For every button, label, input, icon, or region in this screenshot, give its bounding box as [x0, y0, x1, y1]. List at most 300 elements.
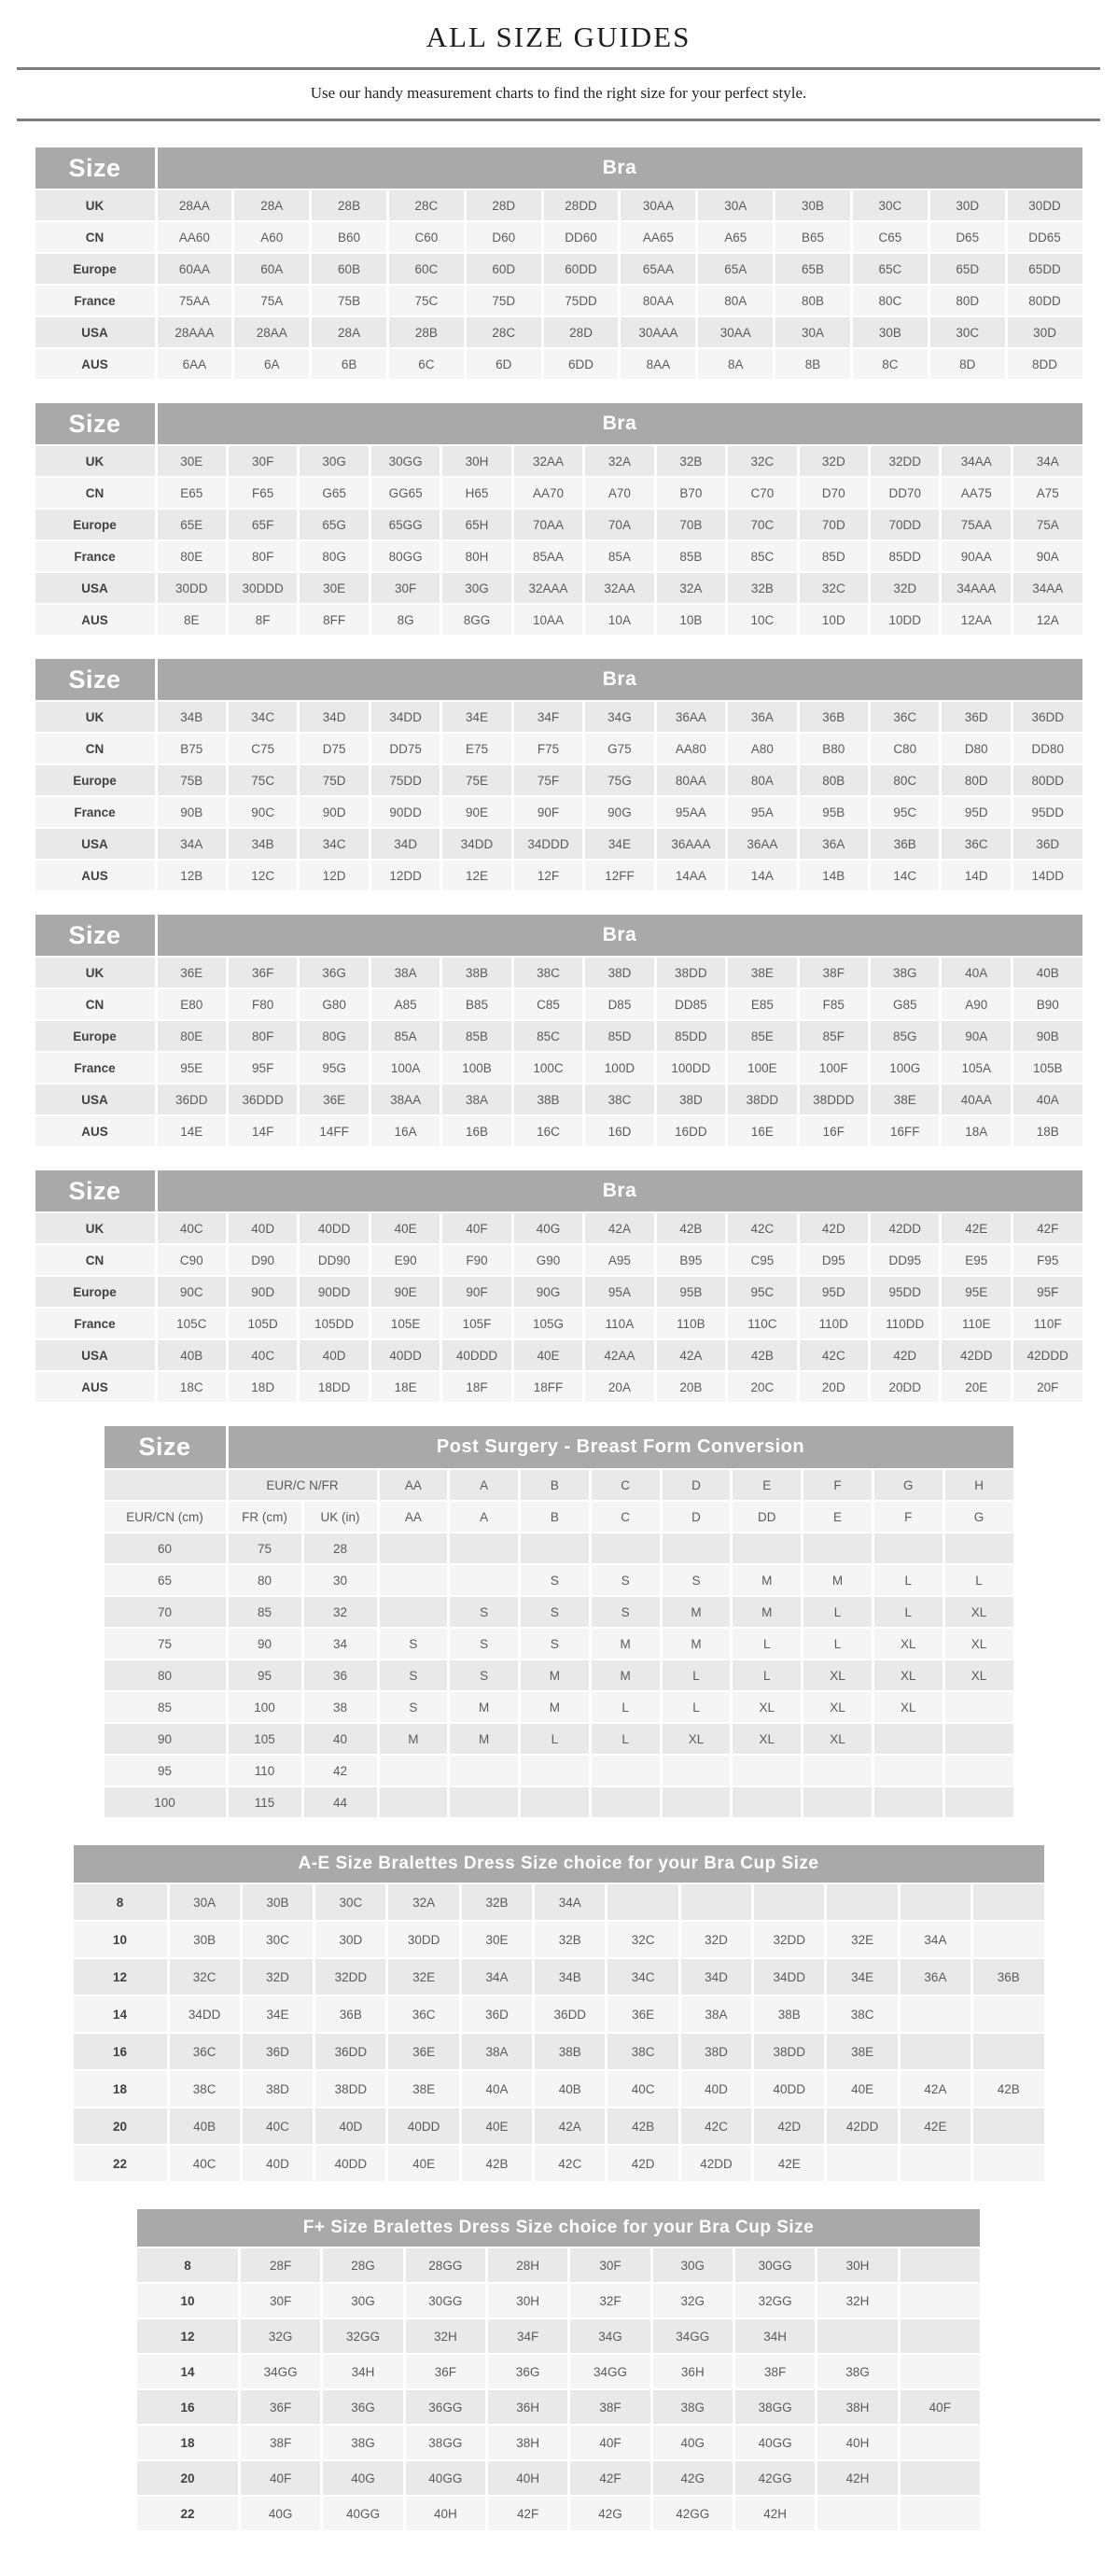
size-cell: 30D	[315, 1922, 385, 1957]
size-cell: 85C	[514, 1021, 582, 1051]
cup-header-cell: F	[803, 1470, 872, 1500]
size-cell: E85	[728, 989, 796, 1019]
size-cell: 80B	[800, 765, 868, 795]
size-cell: 65C	[853, 254, 928, 284]
table-row	[105, 1724, 1013, 1754]
size-cell: 42B	[462, 2146, 532, 2181]
size-cell: DD75	[371, 734, 440, 763]
size-cell: 75B	[312, 286, 386, 315]
size-cell: 70B	[657, 510, 725, 539]
size-cell: 34F	[514, 702, 582, 732]
size-cell: 80DD	[1013, 765, 1082, 795]
size-cell: 30GG	[735, 2248, 815, 2282]
size-cell: 110E	[942, 1309, 1010, 1338]
row-label: France	[35, 541, 155, 571]
size-cell: 90E	[371, 1277, 440, 1307]
size-cell: 38G	[323, 2426, 402, 2459]
size-cell: 32C	[170, 1959, 240, 1995]
size-cell: 95A	[585, 1277, 653, 1307]
dress-size-label: 20	[74, 2108, 167, 2144]
size-cell: 40D	[229, 1213, 297, 1243]
form-size-cell: L	[803, 1629, 872, 1659]
size-cell: 34C	[300, 829, 368, 859]
form-size-cell	[945, 1756, 1013, 1785]
size-cell: 70A	[585, 510, 653, 539]
size-cell: 38E	[728, 958, 796, 987]
size-cell: 60AA	[158, 254, 232, 284]
size-cell: 30D	[930, 190, 1005, 220]
size-cell: 38B	[514, 1085, 582, 1114]
size-cell: 40G	[514, 1213, 582, 1243]
size-cell: 34GG	[241, 2355, 320, 2388]
eur-cn-value: 90	[105, 1724, 226, 1754]
size-cell: 10A	[585, 605, 653, 635]
form-size-cell	[803, 1787, 872, 1817]
size-cell: 40DD	[754, 2071, 824, 2107]
size-cell: 38D	[681, 2034, 751, 2069]
uk-value: 42	[304, 1756, 377, 1785]
size-cell: 42GG	[735, 2461, 815, 2495]
size-cell: 36F	[406, 2355, 485, 2388]
size-cell: 42A	[901, 2071, 970, 2107]
size-cell: 28DD	[544, 190, 619, 220]
size-cell: C70	[728, 478, 796, 508]
size-cell: 34DD	[170, 1996, 240, 2032]
table-row	[35, 829, 1082, 859]
size-cell: 85AA	[514, 541, 582, 571]
size-cell: 75C	[389, 286, 464, 315]
size-cell: 100D	[585, 1053, 653, 1083]
size-cell: 34E	[585, 829, 653, 859]
size-cell: 38DDD	[800, 1085, 868, 1114]
form-size-cell: M	[450, 1724, 518, 1754]
size-cell: 42B	[657, 1213, 725, 1243]
size-cell: 38G	[871, 958, 939, 987]
size-cell: A60	[234, 222, 309, 252]
size-cell: 14D	[942, 861, 1010, 890]
row-label: AUS	[35, 861, 155, 890]
size-cell: 36G	[488, 2355, 567, 2388]
size-cell: 34C	[607, 1959, 677, 1995]
size-cell: 80AA	[657, 765, 725, 795]
size-cell: 8DD	[1008, 349, 1082, 379]
row-label: USA	[35, 573, 155, 603]
size-cell: B75	[158, 734, 226, 763]
size-cell: 38C	[607, 2034, 677, 2069]
size-cell: 32E	[388, 1959, 458, 1995]
form-size-cell: L	[945, 1565, 1013, 1595]
table-row	[137, 2497, 980, 2530]
size-cell: 38A	[371, 958, 440, 987]
size-cell: 36F	[229, 958, 297, 987]
size-cell: 28C	[467, 317, 541, 347]
size-cell: 38C	[827, 1996, 897, 2032]
size-cell: 42GG	[653, 2497, 733, 2530]
size-cell: DD65	[1008, 222, 1082, 252]
fr-value: 80	[229, 1565, 301, 1595]
size-cell: 85B	[657, 541, 725, 571]
size-cell: 38E	[388, 2071, 458, 2107]
size-cell: 100B	[442, 1053, 510, 1083]
size-cell: 40GG	[735, 2426, 815, 2459]
form-size-cell: M	[592, 1629, 660, 1659]
bra-category-header: Bra	[158, 659, 1082, 700]
form-size-cell: S	[380, 1692, 448, 1722]
table-row	[35, 1245, 1082, 1275]
row-label: CN	[35, 222, 155, 252]
dress-size-label: 18	[137, 2426, 238, 2459]
size-cell: 100E	[728, 1053, 796, 1083]
size-cell: 34GG	[653, 2319, 733, 2353]
cup-header-cell: B	[521, 1502, 589, 1532]
size-cell	[973, 1922, 1043, 1957]
size-cell: C85	[514, 989, 582, 1019]
size-cell: 28F	[241, 2248, 320, 2282]
form-size-cell	[663, 1756, 731, 1785]
page-title: ALL SIZE GUIDES	[426, 21, 691, 53]
size-cell: 32C	[728, 446, 796, 476]
post-surgery-title: Post Surgery - Breast Form Conversion	[229, 1426, 1013, 1468]
size-cell: 36G	[323, 2390, 402, 2424]
size-cell: 38D	[243, 2071, 313, 2107]
dress-size-label: 16	[74, 2034, 167, 2069]
size-cell: 42B	[728, 1340, 796, 1370]
size-cell: E95	[942, 1245, 1010, 1275]
form-size-cell	[874, 1724, 942, 1754]
size-cell: 30F	[229, 446, 297, 476]
size-cell: 60B	[312, 254, 386, 284]
size-cell: 34B	[535, 1959, 605, 1995]
row-label: France	[35, 1309, 155, 1338]
form-size-cell: L	[663, 1660, 731, 1690]
size-cell: E80	[158, 989, 226, 1019]
size-cell: 30GG	[406, 2284, 485, 2317]
size-cell: 10B	[657, 605, 725, 635]
size-cell: 85DD	[657, 1021, 725, 1051]
form-size-cell	[380, 1565, 448, 1595]
size-cell: 36D	[1013, 829, 1082, 859]
size-cell: A70	[585, 478, 653, 508]
size-cell: 18B	[1013, 1116, 1082, 1146]
size-cell: DD80	[1013, 734, 1082, 763]
eur-cn-value: 65	[105, 1565, 226, 1595]
size-cell: 14AA	[657, 861, 725, 890]
row-label: France	[35, 797, 155, 827]
size-cell: 60D	[467, 254, 541, 284]
form-size-cell: M	[733, 1565, 801, 1595]
size-cell: 42AA	[585, 1340, 653, 1370]
form-size-cell: L	[733, 1660, 801, 1690]
size-cell: 42DD	[942, 1340, 1010, 1370]
size-cell: 32D	[243, 1959, 313, 1995]
size-cell: 42E	[754, 2146, 824, 2181]
size-cell: 32AAA	[514, 573, 582, 603]
size-cell: 40F	[442, 1213, 510, 1243]
size-cell: 34A	[1013, 446, 1082, 476]
size-cell: D70	[800, 478, 868, 508]
bra-category-header: Bra	[158, 147, 1082, 189]
form-size-cell	[803, 1533, 872, 1563]
size-cell: 8E	[158, 605, 226, 635]
size-cell: 32GG	[323, 2319, 402, 2353]
form-size-cell	[945, 1787, 1013, 1817]
size-cell: 95F	[1013, 1277, 1082, 1307]
size-cell: 30F	[241, 2284, 320, 2317]
size-cell: 30D	[1008, 317, 1082, 347]
size-cell: 85D	[800, 541, 868, 571]
size-cell: E90	[371, 1245, 440, 1275]
form-size-cell: S	[521, 1565, 589, 1595]
size-cell: 36E	[300, 1085, 368, 1114]
size-cell: D60	[467, 222, 541, 252]
table-row	[105, 1565, 1013, 1595]
size-cell: 105G	[514, 1309, 582, 1338]
size-cell: 12FF	[585, 861, 653, 890]
bra-size-table-2	[33, 401, 1085, 637]
size-cell: 40C	[607, 2071, 677, 2107]
cup-header-cell: D	[663, 1502, 731, 1532]
size-cell: 6A	[234, 349, 309, 379]
fr-value: 110	[229, 1756, 301, 1785]
size-cell: 30GG	[371, 446, 440, 476]
size-cell: 38B	[535, 2034, 605, 2069]
size-cell: 95E	[942, 1277, 1010, 1307]
form-size-cell: M	[663, 1597, 731, 1627]
size-cell: 95G	[300, 1053, 368, 1083]
size-cell: 42A	[535, 2108, 605, 2144]
size-cell: 32AA	[585, 573, 653, 603]
size-cell: 20D	[800, 1372, 868, 1402]
size-cell: 36B	[315, 1996, 385, 2032]
size-cell: 80GG	[371, 541, 440, 571]
size-cell: 75AA	[158, 286, 232, 315]
size-cell: 6D	[467, 349, 541, 379]
size-cell: 36C	[388, 1996, 458, 2032]
size-cell	[607, 1884, 677, 1920]
table-header-row	[137, 2209, 980, 2247]
form-size-cell: S	[450, 1660, 518, 1690]
size-cell: 42B	[607, 2108, 677, 2144]
form-size-cell	[803, 1756, 872, 1785]
eur-cn-value: 100	[105, 1787, 226, 1817]
size-cell: 75B	[158, 765, 226, 795]
form-size-cell: XL	[803, 1724, 872, 1754]
size-cell: 40D	[243, 2146, 313, 2181]
size-cell: 28D	[544, 317, 619, 347]
size-cell: 42DD	[681, 2146, 751, 2181]
uk-value: 32	[304, 1597, 377, 1627]
size-cell: 8A	[698, 349, 773, 379]
size-cell: 30DD	[388, 1922, 458, 1957]
size-cell: 40H	[817, 2426, 897, 2459]
size-cell: 36B	[800, 702, 868, 732]
size-cell: 28G	[323, 2248, 402, 2282]
size-cell: 16F	[800, 1116, 868, 1146]
size-cell: 95B	[800, 797, 868, 827]
size-cell: 38A	[442, 1085, 510, 1114]
size-cell: 30A	[170, 1884, 240, 1920]
table-row	[35, 734, 1082, 763]
fr-value: 95	[229, 1660, 301, 1690]
size-cell: 38DD	[728, 1085, 796, 1114]
size-cell: DD85	[657, 989, 725, 1019]
form-size-cell: XL	[663, 1724, 731, 1754]
size-cell: 14C	[871, 861, 939, 890]
size-cell: 16C	[514, 1116, 582, 1146]
size-cell: DD70	[871, 478, 939, 508]
size-cell	[681, 1884, 751, 1920]
table-row	[35, 605, 1082, 635]
size-cell: 30H	[817, 2248, 897, 2282]
size-cell: 6C	[389, 349, 464, 379]
bra-category-header: Bra	[158, 1170, 1082, 1211]
size-cell: 90C	[158, 1277, 226, 1307]
size-cell: 32C	[800, 573, 868, 603]
dress-size-label: 12	[74, 1959, 167, 1995]
size-cell: 30F	[371, 573, 440, 603]
size-cell: 42B	[973, 2071, 1043, 2107]
row-label: Europe	[35, 1021, 155, 1051]
size-cell: 40D	[315, 2108, 385, 2144]
dress-size-label: 16	[137, 2390, 238, 2424]
size-cell: 42E	[901, 2108, 970, 2144]
size-cell: 36E	[388, 2034, 458, 2069]
size-cell: 110A	[585, 1309, 653, 1338]
size-cell	[901, 2146, 970, 2181]
table-row	[35, 1213, 1082, 1243]
bra-size-table-4	[33, 913, 1085, 1148]
form-size-cell: S	[521, 1597, 589, 1627]
size-cell: 38GG	[735, 2390, 815, 2424]
size-cell: D75	[300, 734, 368, 763]
size-cell: 20F	[1013, 1372, 1082, 1402]
row-label: AUS	[35, 605, 155, 635]
form-size-cell: XL	[733, 1724, 801, 1754]
form-size-cell: M	[803, 1565, 872, 1595]
size-cell: 28A	[312, 317, 386, 347]
size-cell: 8AA	[621, 349, 695, 379]
size-cell: C95	[728, 1245, 796, 1275]
table-row	[137, 2461, 980, 2495]
size-cell: 40D	[681, 2071, 751, 2107]
size-cell: DD95	[871, 1245, 939, 1275]
size-cell: 34C	[229, 702, 297, 732]
size-cell: 40H	[406, 2497, 485, 2530]
size-cell: 12A	[1013, 605, 1082, 635]
cup-header-cell: H	[945, 1470, 1013, 1500]
bralettes-fplus-table	[134, 2207, 983, 2532]
size-cell: 32B	[728, 573, 796, 603]
size-cell: 30G	[653, 2248, 733, 2282]
size-cell: 30A	[698, 190, 773, 220]
size-cell: 28AAA	[158, 317, 232, 347]
size-cell: 70C	[728, 510, 796, 539]
eur-cn-value: 70	[105, 1597, 226, 1627]
size-cell: 40GG	[406, 2461, 485, 2495]
size-cell: C90	[158, 1245, 226, 1275]
size-cell: 40AA	[942, 1085, 1010, 1114]
size-cell: 30AA	[698, 317, 773, 347]
size-cell: 34AAA	[942, 573, 1010, 603]
size-cell: 12AA	[942, 605, 1010, 635]
size-cell: 38H	[488, 2426, 567, 2459]
table-row	[137, 2319, 980, 2353]
size-cell: 40C	[158, 1213, 226, 1243]
table-row	[74, 1959, 1044, 1995]
table-header-row	[74, 1845, 1044, 1883]
size-cell: 110DD	[871, 1309, 939, 1338]
size-cell: 42H	[817, 2461, 897, 2495]
size-cell: 34G	[570, 2319, 649, 2353]
size-cell: 40H	[488, 2461, 567, 2495]
dress-size-label: 14	[137, 2355, 238, 2388]
table-row	[35, 222, 1082, 252]
cup-header-cell: G	[945, 1502, 1013, 1532]
row-label: USA	[35, 1340, 155, 1370]
table-row	[35, 541, 1082, 571]
size-cell: 40A	[942, 958, 1010, 987]
size-cell: F95	[1013, 1245, 1082, 1275]
cup-header-cell: D	[663, 1470, 731, 1500]
size-cell: 38C	[514, 958, 582, 987]
size-cell: C75	[229, 734, 297, 763]
size-cell: AA60	[158, 222, 232, 252]
table-row	[74, 2034, 1044, 2069]
bralette-table-title: A-E Size Bralettes Dress Size choice for your Bra Cup Size	[74, 1845, 1044, 1883]
uk-value: 28	[304, 1533, 377, 1563]
dress-size-label: 14	[74, 1996, 167, 2032]
size-cell: 32D	[681, 1922, 751, 1957]
size-cell: B85	[442, 989, 510, 1019]
table-row	[137, 2284, 980, 2317]
fr-value: 115	[229, 1787, 301, 1817]
size-cell	[827, 1884, 897, 1920]
form-size-cell: L	[663, 1692, 731, 1722]
size-cell: 36F	[241, 2390, 320, 2424]
size-cell: 38D	[657, 1085, 725, 1114]
size-cell: 40B	[535, 2071, 605, 2107]
size-cell: 75DD	[371, 765, 440, 795]
size-cell: 34E	[442, 702, 510, 732]
size-cell: 105A	[942, 1053, 1010, 1083]
size-cell: F90	[442, 1245, 510, 1275]
size-cell: 30A	[775, 317, 850, 347]
size-cell: 12DD	[371, 861, 440, 890]
size-cell: A65	[698, 222, 773, 252]
size-cell: 32D	[871, 573, 939, 603]
size-header-cell: Size	[35, 915, 155, 956]
size-cell: 42DD	[871, 1213, 939, 1243]
size-cell: 105C	[158, 1309, 226, 1338]
size-cell: 34D	[371, 829, 440, 859]
size-cell: 42G	[653, 2461, 733, 2495]
fr-value: 90	[229, 1629, 301, 1659]
size-cell: C60	[389, 222, 464, 252]
size-cell: AA80	[657, 734, 725, 763]
dress-size-label: 22	[137, 2497, 238, 2530]
size-cell: 90B	[1013, 1021, 1082, 1051]
size-cell: 80G	[300, 541, 368, 571]
size-cell: 30C	[853, 190, 928, 220]
dress-size-label: 10	[74, 1922, 167, 1957]
row-label: UK	[35, 446, 155, 476]
size-cell: C65	[853, 222, 928, 252]
row-label: UK	[35, 1213, 155, 1243]
form-size-cell: S	[380, 1629, 448, 1659]
table-header-row	[35, 147, 1082, 189]
form-size-cell	[380, 1756, 448, 1785]
size-cell: 34GG	[570, 2355, 649, 2388]
